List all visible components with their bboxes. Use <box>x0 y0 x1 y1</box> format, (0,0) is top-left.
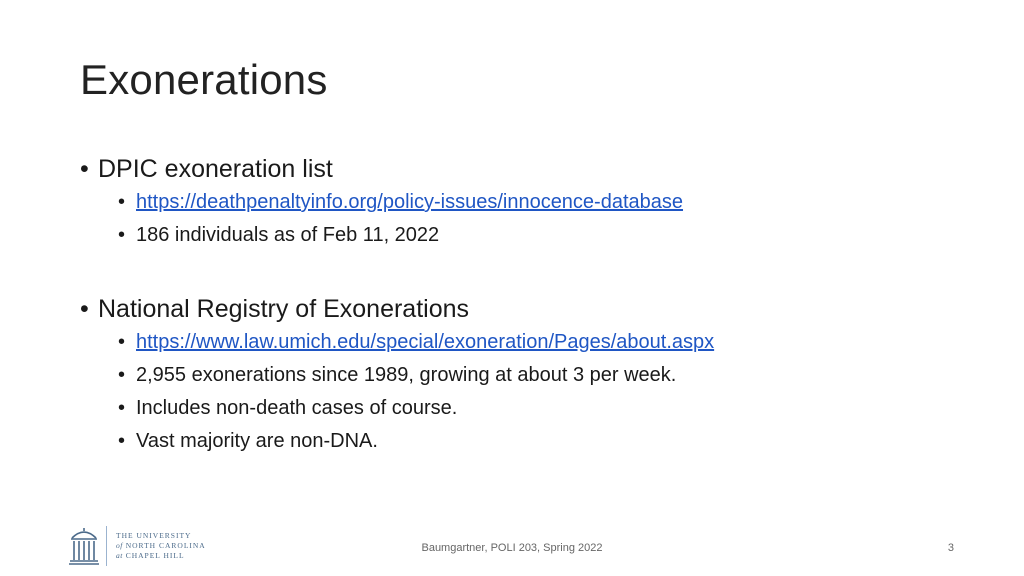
list-item: • 2,955 exonerations since 1989, growing at about 3 per week. <box>118 359 980 392</box>
section-heading: • DPIC exoneration list <box>80 152 980 186</box>
page-number: 3 <box>947 542 954 554</box>
footer-text: Baumgartner, POLI 203, Spring 2022 <box>421 542 603 554</box>
list-item <box>118 186 980 219</box>
slide-title: Exonerations <box>80 56 328 103</box>
dpic-link[interactable]: https://deathpenaltyinfo.org/policy-issues/innocence-database <box>136 191 684 213</box>
logo-line-1: THE UNIVERSITY <box>116 531 192 540</box>
registry-link[interactable]: https://www.law.umich.edu/special/exoneration/Pages/about.aspx <box>136 331 715 353</box>
list-item: • Includes non-death cases of course. <box>118 392 980 425</box>
logo-line-2: of NORTH CAROLINA <box>116 541 206 550</box>
section-heading: • National Registry of Exonerations <box>80 292 980 326</box>
logo-line-3: at CHAPEL HILL <box>116 551 185 560</box>
list-item <box>118 326 980 359</box>
list-item: • Vast majority are non-DNA. <box>118 425 980 458</box>
list-item: • 186 individuals as of Feb 11, 2022 <box>118 219 980 252</box>
section-national-registry <box>80 292 980 458</box>
section-dpic <box>80 152 980 252</box>
slide-content <box>80 152 980 458</box>
